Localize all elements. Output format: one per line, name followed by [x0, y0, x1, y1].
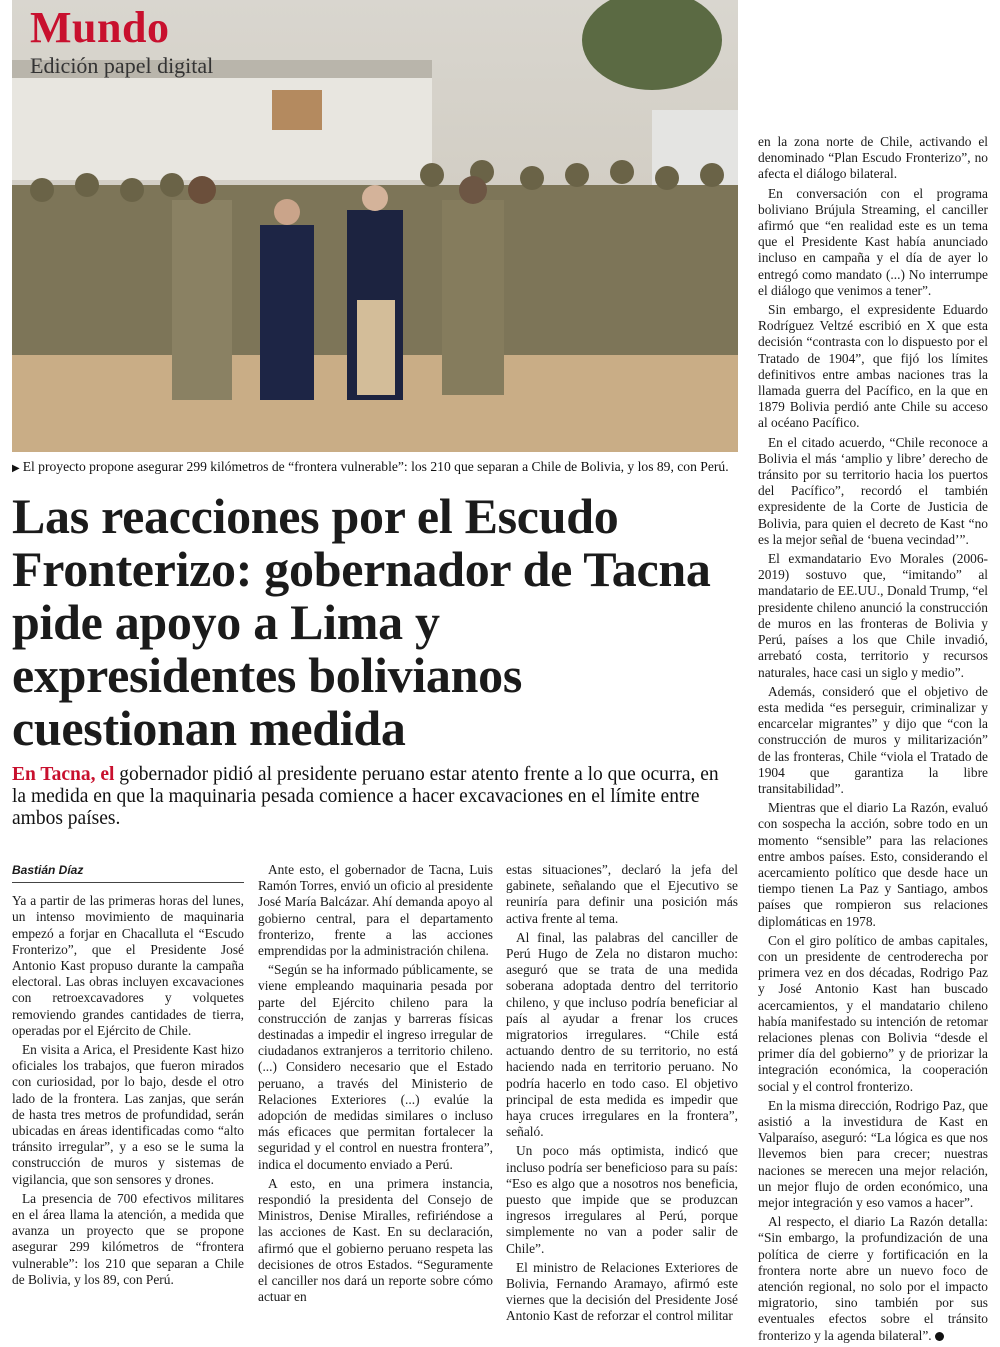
paragraph: Con el giro político de ambas capitales, con un presidente de centroderecha por primera vez en dos décadas, Rodrigo Paz y José Antonio Kast han buscado acercamientos, y el mandatario chileno había manifestado su intención de retomar relaciones plenas con Bolivia “desde el primer día del gobierno” y de priorizar la integración económica, la cooperación social y el control fronterizo. — [758, 932, 988, 1094]
paragraph: Al final, las palabras del canciller de Perú Hugo de Zela no distaron mucho: aseguró que se trata de una medida soberana adoptada dentro del territorio chileno, y que incluso podría beneficiar al país al ayudar a frenar los cruces migratorios irregulares. “Chile está actuando dentro de su territorio, no está haciendo nada en territorio peruano. No podría hacerlo en todo caso. El objetivo principal de esta medida es impedir que haya cruces irregulares en la frontera”, señaló. — [506, 929, 738, 1140]
paragraph: “Según se ha informado públicamente, se viene empleando maquinaria pesada por parte del Ejército chileno para la construcción de zanjas y barreras físicas destinadas a impedir el ingreso irregular de ciudadanos extranjeros a territorio chileno. (...) Considero necesario que el Estado peruano, a través del Ministerio de Relaciones Exteriores (...) evalúe la adopción de medidas similares o incluso más eficaces que permitan fortalecer la seguridad y el control en nuestra frontera”, indica el documento enviado a Perú. — [258, 962, 493, 1172]
paragraph: Además, consideró que el objetivo de esta medida “es perseguir, criminalizar y encarcelar migrantes” y dijo que “con la construcción de muros y militarización” de las fronteras, Chile “viola el Tratado de 1904 que garantiza la libre transitabilidad”. — [758, 683, 988, 796]
caption-arrow-icon: ▶ — [12, 463, 20, 474]
photo-caption — [12, 459, 738, 477]
section-subtitle: Edición papel digital — [30, 53, 214, 78]
paragraph: Un poco más optimista, indicó que incluso podría ser beneficioso para su país: “Eso es algo que a nosotros nos beneficia, puesto que impide que se produzcan ingresos irregulares al Perú, porque simplemente no van a poder salir de Chile”. — [506, 1143, 738, 1256]
byline: Bastián Díaz — [12, 862, 244, 883]
paragraph — [758, 1214, 988, 1344]
paragraph: El exmandatario Evo Morales (2006-2019) sostuvo que, “imitando” al mandatario de EE.UU., Donald Trump, “el presidente chileno anunció la construcción de muros en las fronteras de Bolivia y Perú, países a los que Chile invadió, arrebató costa, territorio y recursos naturales, hace casi un siglo y medio”. — [758, 551, 988, 680]
paragraph: En la misma dirección, Rodrigo Paz, que asistió a la investidura de Kast en Valparaíso, aseguró: “La lógica es que nos llevemos bien para crecer; nuestras naciones se merecen una mejor relación, un mejor flujo de orden económico, una mejor integración y eso vamos a hacer”. — [758, 1097, 988, 1210]
paragraph: La presencia de 700 efectivos militares en el área llama la atención, a medida que avanza un proyecto que se propone asegurar 299 kilómetros de “frontera vulnerable”: los 210 que separan a Chile de Bolivia, y los 89, con Perú. — [12, 1190, 244, 1287]
section-title: Mundo — [30, 3, 170, 52]
dek-lead: En Tacna, el — [12, 764, 115, 785]
paragraph: Sin embargo, el expresidente Eduardo Rodríguez Veltzé escribió en X que esta decisión “contrasta con lo dispuesto por el Tratado de 1904”, que fijó los límites definitivos entre ambas naciones tras la llamada guerra del Pacífico, en la que en 1879 Bolivia perdió ante Chile su acceso al océano Pacífico. — [758, 302, 988, 431]
paragraph: El ministro de Relaciones Exteriores de Bolivia, Fernando Aramayo, afirmó este viernes que la decisión del Presidente José Antonio Kast de reforzar el control militar — [506, 1259, 738, 1324]
paragraph: Mientras que el diario La Razón, evaluó con sospecha la acción, sobre todo en un momento “sensible” para las relaciones entre ambos países. Esto, considerando el acercamiento político que desde hace un tiempo tienen La Paz y Santiago, ambos países que rompieron sus relaciones diplomáticas en 1978. — [758, 800, 988, 929]
article-column-3 — [506, 862, 738, 1328]
paragraph: estas situaciones”, declaró la jefa del gabinete, señalando que el Ejecutivo se reuniría para definir una posición más activa frente al tema. — [506, 862, 738, 926]
paragraph: en la zona norte de Chile, activando el denominado “Plan Escudo Fronterizo”, no afecta el diálogo bilateral. — [758, 134, 988, 182]
paragraph: A esto, en una primera instancia, respondió la presidenta del Consejo de Ministros, Denise Miralles, refiriéndose a las acciones de Kast. En su declaración, afirmó que el gobierno peruano respeta las decisiones de otros Estados. “Seguramente el canciller nos dará un reporte sobre cómo actuar en — [258, 1175, 493, 1305]
paragraph: En el citado acuerdo, “Chile reconoce a Bolivia el más ‘amplio y libre’ derecho de tránsito por su territorio hacia los puertos del Pacífico”, recordó el también expresidente de la Corte de Justicia de Bolivia, para quien el decreto de Kast “no es la mejor señal de ‘buena vecindad’”. — [758, 434, 988, 547]
article-column-1 — [12, 862, 244, 1291]
paragraph-text: Al respecto, el diario La Razón detalla: “Sin embargo, la profundización de una política de cierre y fortificación en la frontera norte abre un nuevo foco de atención regional, no solo por el impacto migratorio, sino también por sus eventuales efectos sobre el tránsito fronterizo y la agenda bilateral”. — [758, 1214, 988, 1343]
caption-text: El proyecto propone asegurar 299 kilómetros de “frontera vulnerable”: los 210 que separan a Chile de Bolivia, y los 89, con Perú. — [22, 459, 729, 474]
dek-text: gobernador pidió al presidente peruano estar atento frente a lo que ocurra, en la medida en que la maquinaria pesada comience a hacer excavaciones en el límite entre ambos países. — [12, 764, 719, 829]
end-mark-icon — [935, 1332, 944, 1341]
paragraph: En conversación con el programa boliviano Brújula Streaming, el canciller afirmó que “en realidad este es un tema que el Presidente Kast había anunciado incluso en campaña y el día de ayer lo entregó como mandato (...) No interrumpe el diálogo que venimos a tener”. — [758, 185, 988, 298]
headline: Las reacciones por el Escudo Fronterizo: gobernador de Tacna pide apoyo a Lima y expresidentes bolivianos cuestionan medida — [12, 488, 711, 756]
paragraph: Ya a partir de las primeras horas del lunes, un intenso movimiento de maquinaria empezó a forjar en Chacalluta el “Escudo Fronterizo”, que el Presidente José Antonio Kast propuso durante la campaña electoral. Las obras incluyen excavaciones con retroexcavadores y volquetes removiendo grandes cantidades de tierra, operadas por el Ejército de Chile. — [12, 893, 244, 1038]
article-column-2 — [258, 862, 493, 1308]
article-column-4 — [758, 134, 988, 1347]
paragraph: Ante esto, el gobernador de Tacna, Luis Ramón Torres, envió un oficio al presidente José María Balcázar. Ahí demanda apoyo al gobierno central, para el departamento fronterizo, frente a las acciones emprendidas por la administración chilena. — [258, 862, 493, 959]
paragraph: En visita a Arica, el Presidente Kast hizo oficiales los trabajos, que fueron mirados con curiosidad, por lo bajo, desde el otro lado de la frontera. Las zanjas, que serán de hasta tres metros de profundidad, serán ubicadas en áreas identificadas como “alto tránsito irregular”, y a eso se le suma la construcción de muros y sistemas de vigilancia, que son sensores y drones. — [12, 1042, 244, 1187]
dek — [12, 764, 734, 830]
